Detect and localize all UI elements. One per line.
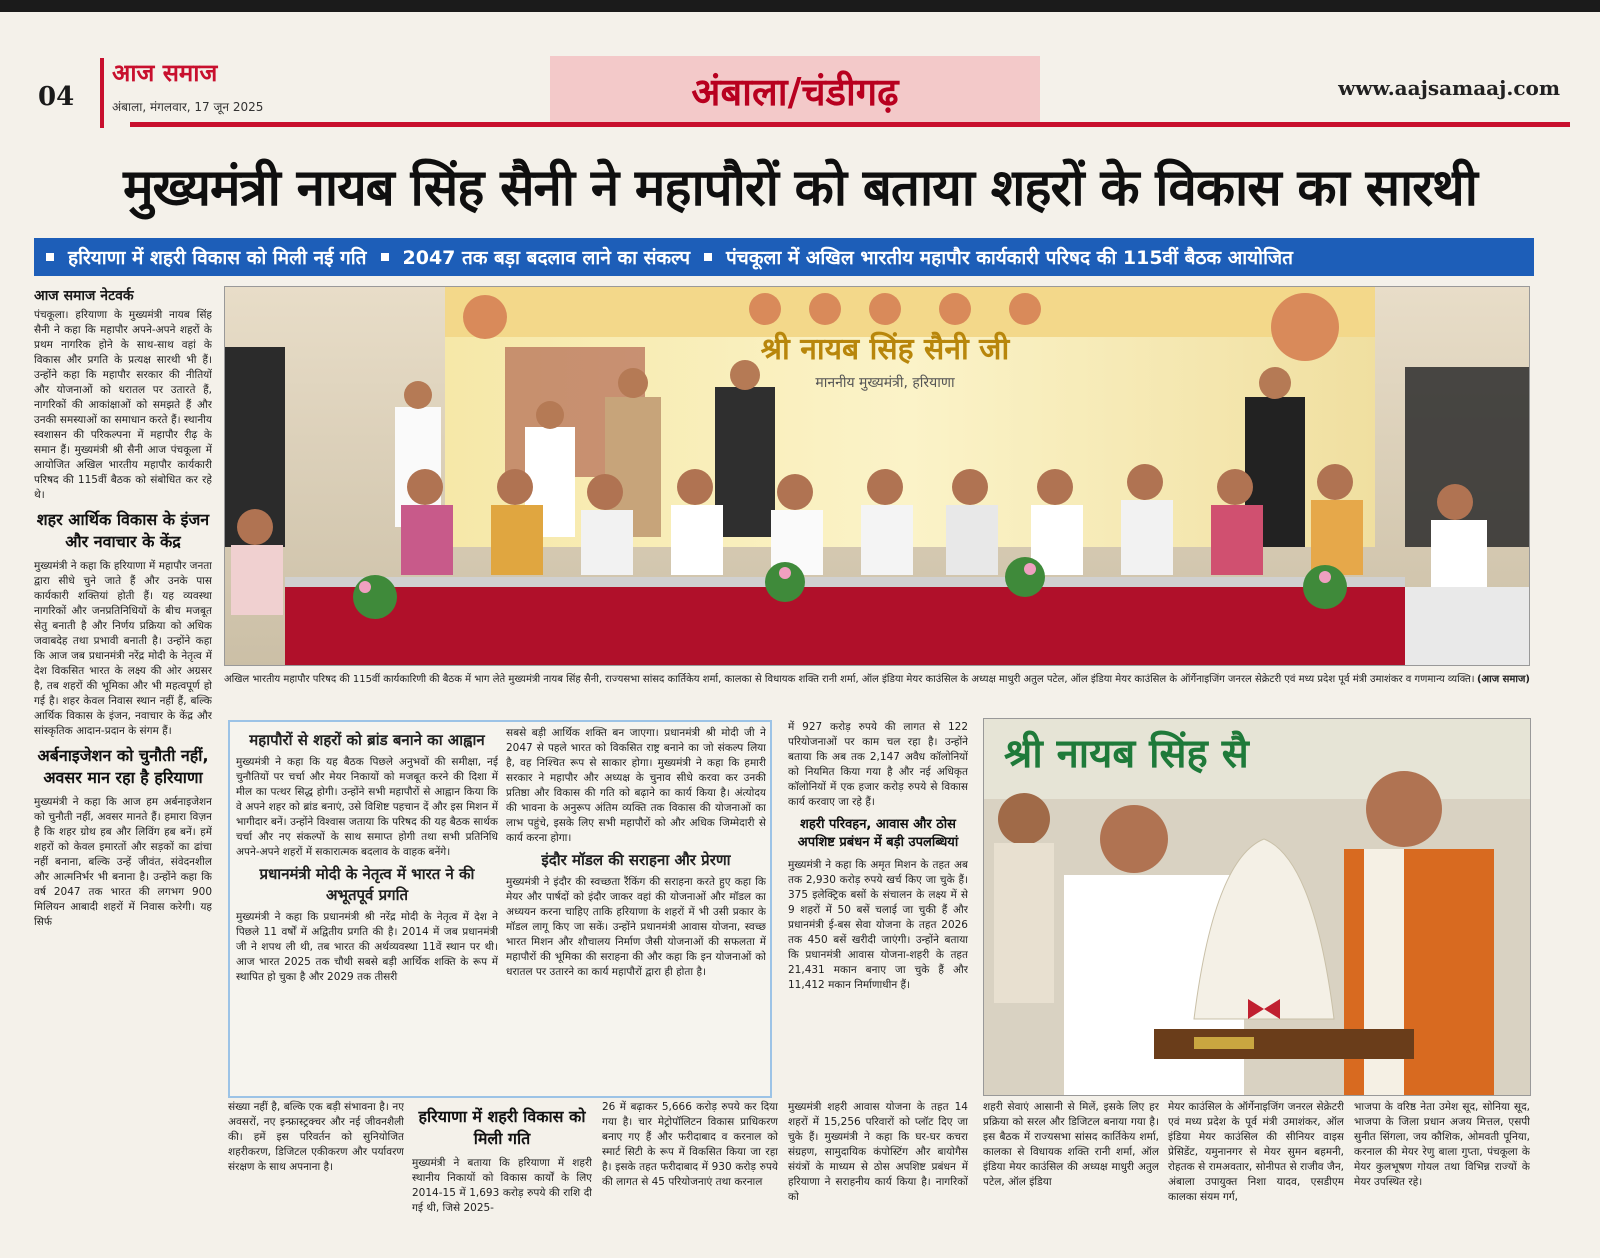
paragraph: मुख्यमंत्री ने कहा कि यह बैठक पिछले अनुभवों की समीक्षा, नई चुनौतियों पर चर्चा और मेयर निकायों को मजबूत करने की दिशा में मील का पत्थर सिद्ध होगी। उन्होंने सभी महापौरों से आह्वान किया कि वे अपने शहर को ब्रांड बनाएं, उसे विशिष्ट पहचान दें और इस मिशन में भागीदार बनें। उन्होंने विश्वास जताया कि परिषद की यह बैठक सार्थक चर्चा और नए संकल्पों के साथ समाप्त होगी तथा सभी प्रतिनिधि अपने-अपने शहरों में सकारात्मक बदलाव के वाहक बनेंगे। (236, 756, 498, 858)
box-column-right (506, 726, 766, 1094)
bullet-icon (381, 253, 389, 261)
event-photo-illustration (225, 287, 1530, 666)
newspaper-brand: आज समाज (112, 58, 218, 87)
section-name: अंबाला/चंडीगढ़ (691, 69, 899, 114)
paragraph: मुख्यमंत्री ने कहा कि हरियाणा में महापौर जनता द्वारा सीधे चुने जाते हैं और उनके पास कार्यकारी शक्तियां होती हैं। यह व्यवस्था नागरिकों और जनप्रतिनिधियों के बीच मजबूत सेतु बनाती है और निर्णय प्रक्रिया को अधिक जवाबदेह तथा प्रभावी बनाती है। उन्होंने कहा कि आज जब प्रधानमंत्री नरेंद्र मोदी के नेतृत्व में देश विकसित भारत के लक्ष्य की ओर अग्रसर है, तब शहरों की भूमिका और भी महत्वपूर्ण हो गई है। शहर केवल निवास स्थान नहीं हैं, बल्कि आर्थिक विकास के इंजन, नवाचार के केंद्र और सांस्कृतिक आदान-प्रदान के संगम हैं। (34, 560, 212, 737)
masthead (30, 52, 1570, 130)
paragraph: मुख्यमंत्री ने कहा कि प्रधानमंत्री श्री नरेंद्र मोदी के नेतृत्व में देश ने पिछले 11 वर्षों में अद्वितीय प्रगति की है। 2014 में जब प्रधानमंत्री जी ने शपथ ली थी, तब भारत की अर्थव्यवस्था 11वें स्थान पर थी। आज भारत 2025 तक चौथी सबसे बड़ी आर्थिक शक्ति के रूप में स्थापित हो चुका है और 2029 तक तीसरी (236, 911, 498, 983)
strap-item: 2047 तक बड़ा बदलाव लाने का संकल्प (402, 247, 690, 269)
page-number: 04 (38, 82, 75, 112)
banner-subtitle: माननीय मुख्यमंत्री, हरियाणा (815, 375, 955, 391)
event-photo (224, 286, 1530, 666)
paragraph: सबसे बड़ी आर्थिक शक्ति बन जाएगा। प्रधानमंत्री श्री मोदी जी ने 2047 से पहले भारत को विकसित राष्ट्र बनाने का जो संकल्प लिया है, वह निश्चित रूप से साकार होगा। मुख्यमंत्री ने कहा कि हमारी सरकार ने महापौर और अध्यक्ष के चुनाव सीधे करवा कर उनकी प्रतिष्ठा और विकास की गति को बढ़ाने का कार्य किया है। अंत्योदय की भावना के अनुरूप अंतिम व्यक्ति तक विकास की योजनाओं का लाभ पहुंचे, इसके लिए सभी महापौरों को और अधिक जिम्मेदारी से कार्य करना होगा। (506, 727, 766, 844)
photo-credit: (आज समाज) (1476, 674, 1530, 685)
paragraph: संख्या नहीं है, बल्कि एक बड़ी संभावना है। नए अवसरों, नए इन्फ्रास्ट्रक्चर और नई जीवनशैली की। हमें इस परिवर्तन को सुनियोजित शहरीकरण, डिजिटल एकीकरण और पर्यावरण संरक्षण के साथ अपनाना है। (228, 1101, 404, 1173)
top-border (0, 0, 1600, 12)
website-url[interactable]: www.aajsamaaj.com (1338, 76, 1560, 100)
paragraph: शहरी सेवाएं आसानी से मिलें, इसके लिए हर प्रक्रिया को सरल और डिजिटल बनाया गया है। इस बैठक में राज्यसभा सांसद कार्तिकेय शर्मा, कालका से विधायक शक्ति रानी शर्मा, ऑल इंडिया मेयर काउंसिल की अध्यक्ष माधुरी अतुल पटेल, ऑल इंडिया (983, 1101, 1159, 1188)
bottom-column-3 (602, 1100, 778, 1250)
box-column-left (236, 726, 498, 1094)
article-box (228, 720, 772, 1098)
subheading: अर्बनाइजेशन को चुनौती नहीं, अवसर मान रहा है हरियाणा (37, 746, 209, 787)
paragraph: मेयर काउंसिल के ऑर्गेनाइजिंग जनरल सेक्रेटरी एवं मध्य प्रदेश के पूर्व मंत्री उमाशंकर, ऑल इंडिया मेयर काउंसिल की सीनियर वाइस प्रेसिडेंट, यमुनानगर से मेयर सुमन बहमनी, रोहतक से रामअवतार, सोनीपत से राजीव जैन, अंबाला उपायुक्त निशा यादव, एसडीएम कालका संयम गर्ग, (1168, 1101, 1344, 1203)
strap-item: हरियाणा में शहरी विकास को मिली नई गति (68, 247, 367, 269)
subheading: शहरी परिवहन, आवास और ठोस अपशिष्ट प्रबंधन में बड़ी उपलब्धियां (797, 817, 959, 850)
paragraph: मुख्यमंत्री ने कहा कि आज हम अर्बनाइजेशन को चुनौती नहीं, अवसर मानते हैं। हमारा विज़न है कि शहर ग्रोथ हब और लिविंग हब बनें। हमें शहरों को केवल इमारतों और सड़कों का ढांचा नहीं बनाना, बल्कि उन्हें जीवंत, संवेदनशील और आत्मनिर्भर भी बनाना है। उन्होंने कहा कि वर्ष 2047 तक भारत की लगभग 900 मिलियन आबादी शहरों में निवास करेगी। यह सिर्फ (34, 796, 212, 928)
dateline: अंबाला, मंगलवार, 17 जून 2025 (112, 100, 264, 114)
memento-photo-illustration (984, 719, 1531, 1096)
backdrop-text: श्री नायब सिंह सै (1004, 731, 1249, 777)
paragraph: मुख्यमंत्री शहरी आवास योजना के तहत 14 शहरों में 15,256 परिवारों को प्लॉट दिए जा चुके हैं। मुख्यमंत्री ने कहा कि घर-घर कचरा संग्रहण, सामुदायिक कंपोस्टिंग और बायोगैस संयंत्रों के माध्यम से ठोस अपशिष्ट प्रबंधन में हरियाणा ने सराहनीय कार्य किया है। नागरिकों को (788, 1101, 968, 1203)
paragraph: पंचकूला। हरियाणा के मुख्यमंत्री नायब सिंह सैनी ने कहा कि महापौर अपने-अपने शहरों के प्रथम नागरिक होने के साथ-साथ वहां के विकास और प्रगति के प्रत्यक्ष सारथी भी हैं। उन्होंने कहा कि महापौर सरकार की नीतियों और योजनाओं को धरातल पर उतारते हैं, नागरिकों की आकांक्षाओं को समझते हैं और उनकी समस्याओं का समाधान करते हैं। स्थानीय स्वशासन की परिकल्पना में महापौर रीढ़ के समान हैं। मुख्यमंत्री श्री सैनी आज पंचकूला में आयोजित अखिल भारतीय महापौर कार्यकारी परिषद की 115वीं बैठक को संबोधित कर रहे थे। (34, 309, 212, 501)
paragraph: मुख्यमंत्री ने कहा कि अमृत मिशन के तहत अब तक 2,930 करोड़ रुपये खर्च किए जा चुके हैं। 375 इलेक्ट्रिक बसों के संचालन के लक्ष्य में से 9 शहरों में 50 बसें चलाई जा चुकी हैं और प्रधानमंत्री ई-बस सेवा योजना के तहत 2026 तक 450 बसें खरीदी जाएंगी। उन्होंने बताया कि प्रधानमंत्री आवास योजना-शहरी के तहत 21,431 मकान बनाए जा चुके हैं और 11,412 मकान निर्माणाधीन हैं। (788, 859, 968, 991)
subheading: इंदौर मॉडल की सराहना और प्रेरणा (541, 851, 731, 869)
subheading: शहर आर्थिक विकास के इंजन और नवाचार के केंद्र (36, 510, 210, 551)
bottom-column-2 (412, 1100, 592, 1250)
strap-item: पंचकूला में अखिल भारतीय महापौर कार्यकारी परिषद की 115वीं बैठक आयोजित (726, 247, 1293, 269)
paragraph: 26 में बढ़ाकर 5,666 करोड़ रुपये कर दिया गया है। चार मेट्रोपॉलिटन विकास प्राधिकरण बनाए गए हैं और फरीदाबाद व करनाल को स्मार्ट सिटी के रूप में विकसित किया जा रहा है। इसके तहत फरीदाबाद में 930 करोड़ रुपये की लागत से 45 परियोजनाएं तथा करनाल (602, 1101, 778, 1188)
paragraph: मुख्यमंत्री ने इंदौर की स्वच्छता रैंकिंग की सराहना करते हुए कहा कि मेयर और पार्षदों को इंदौर जाकर वहां की योजनाओं और मॉडल का अध्ययन करना चाहिए ताकि हरियाणा के शहरों में भी उसी प्रकार के मॉडल लागू किए जा सकें। उन्होंने प्रधानमंत्री आवास योजना, स्वच्छ भारत मिशन और शौचालय निर्माण जैसी योजनाओं की सफलता में महापौरों की भूमिका की सराहना की और कहा कि इन योजनाओं को धरातल पर उतारने का कार्य महापौरों द्वारा ही होता है। (506, 876, 766, 978)
masthead-rule (130, 122, 1570, 127)
subheading: प्रधानमंत्री मोदी के नेतृत्व में भारत ने की अभूतपूर्व प्रगति (259, 865, 475, 904)
bottom-column-5 (983, 1100, 1159, 1250)
bottom-column-7 (1354, 1100, 1530, 1250)
banner-title: श्री नायब सिंह सैनी जी (760, 332, 1010, 367)
bullet-icon (704, 253, 712, 261)
bullet-icon (46, 253, 54, 261)
article-column-4 (788, 720, 968, 1098)
paragraph: मुख्यमंत्री ने बताया कि हरियाणा में शहरी स्थानीय निकायों को विकास कार्यों के लिए 2014-15 में 1,693 करोड़ रुपये की राशि दी गई थी, जिसे 2025- (412, 1157, 592, 1214)
paragraph: में 927 करोड़ रुपये की लागत से 122 परियोजनाओं पर काम चल रहा है। उन्होंने बताया कि अब तक 2,147 अवैध कॉलोनियों को नियमित किया गया है और नई अधिकृत कॉलोनियों में एक हजार करोड़ रुपये से विकास कार्य करवाए जा रहे हैं। (788, 721, 968, 808)
subheading: हरियाणा में शहरी विकास को मिली गति (418, 1107, 586, 1148)
subheading: महापौरों से शहरों को ब्रांड बनाने का आह्वान (249, 731, 485, 749)
photo-caption (224, 672, 1530, 712)
bottom-column-4 (788, 1100, 968, 1250)
bottom-column-1 (228, 1100, 404, 1250)
byline: आज समाज नेटवर्क (34, 288, 134, 304)
strapline (34, 238, 1534, 276)
article-column-1 (34, 308, 212, 1098)
caption-text: अखिल भारतीय महापौर परिषद की 115वीं कार्यकारिणी की बैठक में भाग लेते मुख्यमंत्री नायब सिंह सैनी, राज्यसभा सांसद कार्तिकेय शर्मा, कालका से विधायक शक्ति रानी शर्मा, ऑल इंडिया मेयर काउंसिल के अध्यक्ष माधुरी अतुल पटेल, ऑल इंडिया मेयर काउंसिल के ऑर्गेनाइजिंग जनरल सेक्रेटरी एवं मध्य प्रदेश पूर्व मंत्री उमाशंकर व गणमान्य व्यक्ति। (224, 674, 1475, 685)
section-label-box (550, 56, 1040, 126)
memento-photo (983, 718, 1531, 1096)
bottom-column-6 (1168, 1100, 1344, 1250)
main-headline: मुख्यमंत्री नायब सिंह सैनी ने महापौरों को बताया शहरों के विकास का सारथी (123, 159, 1477, 218)
paragraph: भाजपा के वरिष्ठ नेता उमेश सूद, सोनिया सूद, भाजपा के जिला प्रधान अजय मित्तल, एसपी सुनीत सिंगला, जय कौशिक, ओमवती पूनिया, करनाल की मेयर रेणु बाला गुप्ता, पंचकूला के मेयर कुलभूषण गोयल तथा विभिन्न राज्यों के मेयर उपस्थित रहे। (1354, 1101, 1530, 1188)
brand-rule (100, 58, 104, 128)
